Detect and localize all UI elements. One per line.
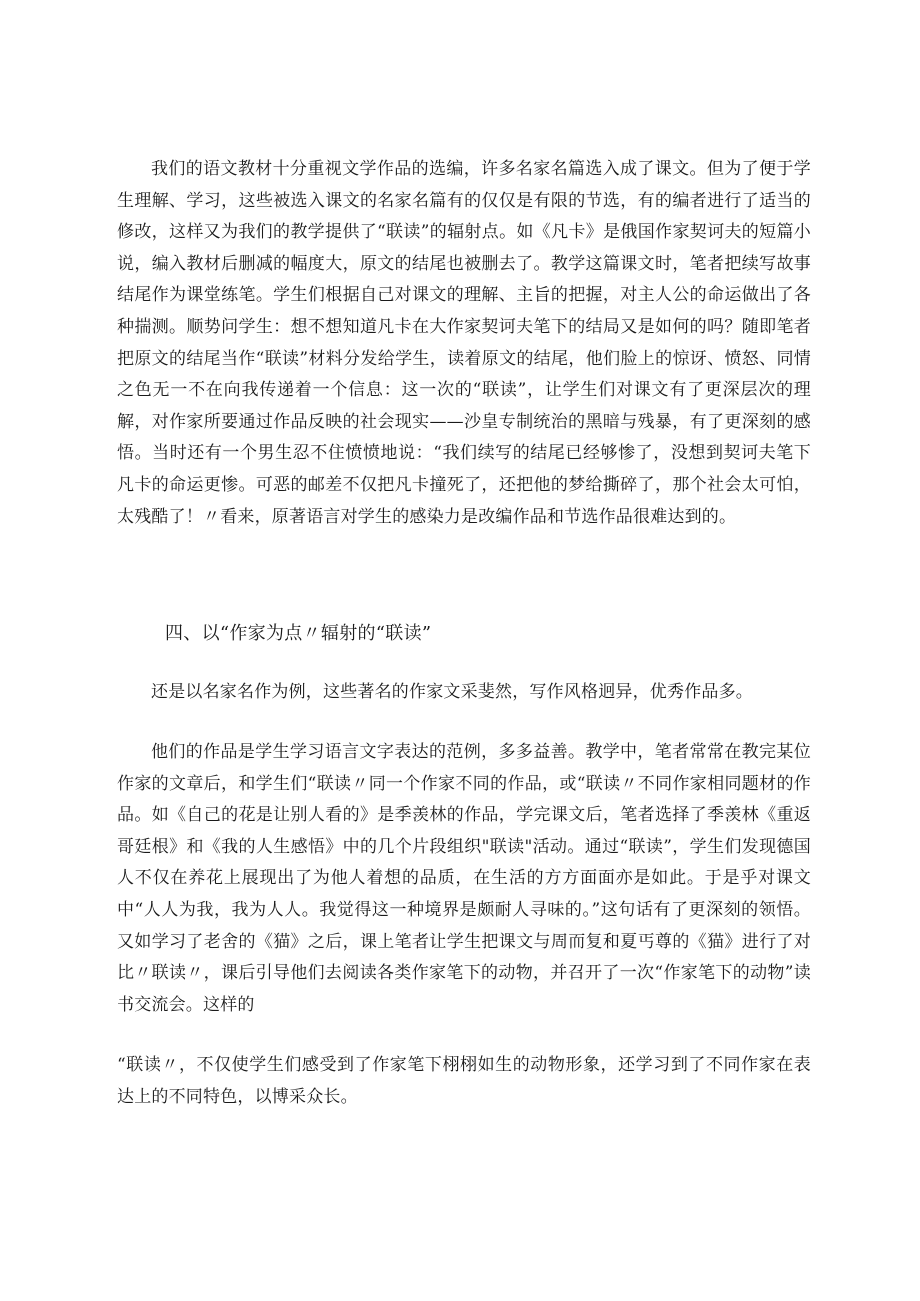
body-paragraph: 还是以名家名作为例，这些著名的作家文采斐然，写作风格迥异，优秀作品多。	[151, 682, 753, 702]
body-paragraph: 他们的作品是学生学习语言文字表达的范例，多多益善。教学中，笔者常常在教完某位作家的文章后，和学生们“联读〃同一个作家不同的作品，或“联读〃不同作家相同题材的作品。如《自己的花是让别人看的》是季羡林的作品，学完课文后，笔者选择了季羡林《重返哥廷根》和《我的人生感悟》中的几个片段组织"联读"活动。通过“联读”，学生们发现德国人不仅在养花上展现出了为他人着想的品质，在生活的方方面面亦是如此。于是乎对课文中“人人为我，我为人人。我觉得这一种境界是颇耐人寻味的。”这句话有了更深刻的领悟。又如学习了老舍的《猫》之后，课上笔者让学生把课文与周而复和夏丐尊的《猫》进行了对比〃联读〃，课后引导他们去阅读各类作家笔下的动物，并召开了一次“作家笔下的动物”读书交流会。这样的	[117, 742, 811, 1015]
body-paragraph: “联读〃，不仅使学生们感受到了作家笔下栩栩如生的动物形象，还学习到了不同作家在表达上的不同特色，以博采众长。	[117, 1055, 811, 1107]
section-heading: 四、以“作家为点〃辐射的“联读”	[165, 623, 432, 644]
body-paragraph: 我们的语文教材十分重视文学作品的选编，许多名家名篇选入成了课文。但为了便于学生理解、学习，这些被选入课文的名家名篇有的仅仅是有限的节选，有的编者进行了适当的修改，这样又为我们的教学提供了“联读”的辐射点。如《凡卡》是俄国作家契诃夫的短篇小说，编入教材后删减的幅度大，原文的结尾也被删去了。教学这篇课文时，笔者把续写故事结尾作为课堂练笔。学生们根据自己对课文的理解、主旨的把握，对主人公的命运做出了各种揣测。顺势问学生：想不想知道凡卡在大作家契诃夫笔下的结局又是如何的吗？随即笔者把原文的结尾当作“联读”材料分发给学生，读着原文的结尾，他们脸上的惊讶、愤怒、同情之色无一不在向我传递着一个信息：这一次的“联读”，让学生们对课文有了更深层次的理解，对作家所要通过作品反映的社会现实——沙皇专制统治的黑暗与残暴，有了更深刻的感悟。当时还有一个男生忍不住愤愤地说：“我们续写的结尾已经够惨了，没想到契诃夫笔下凡卡的命运更惨。可恶的邮差不仅把凡卡撞死了，还把他的梦给撕碎了，那个社会太可怕，太残酷了！〃看来，原著语言对学生的感染力是改编作品和节选作品很难达到的。	[117, 159, 811, 527]
